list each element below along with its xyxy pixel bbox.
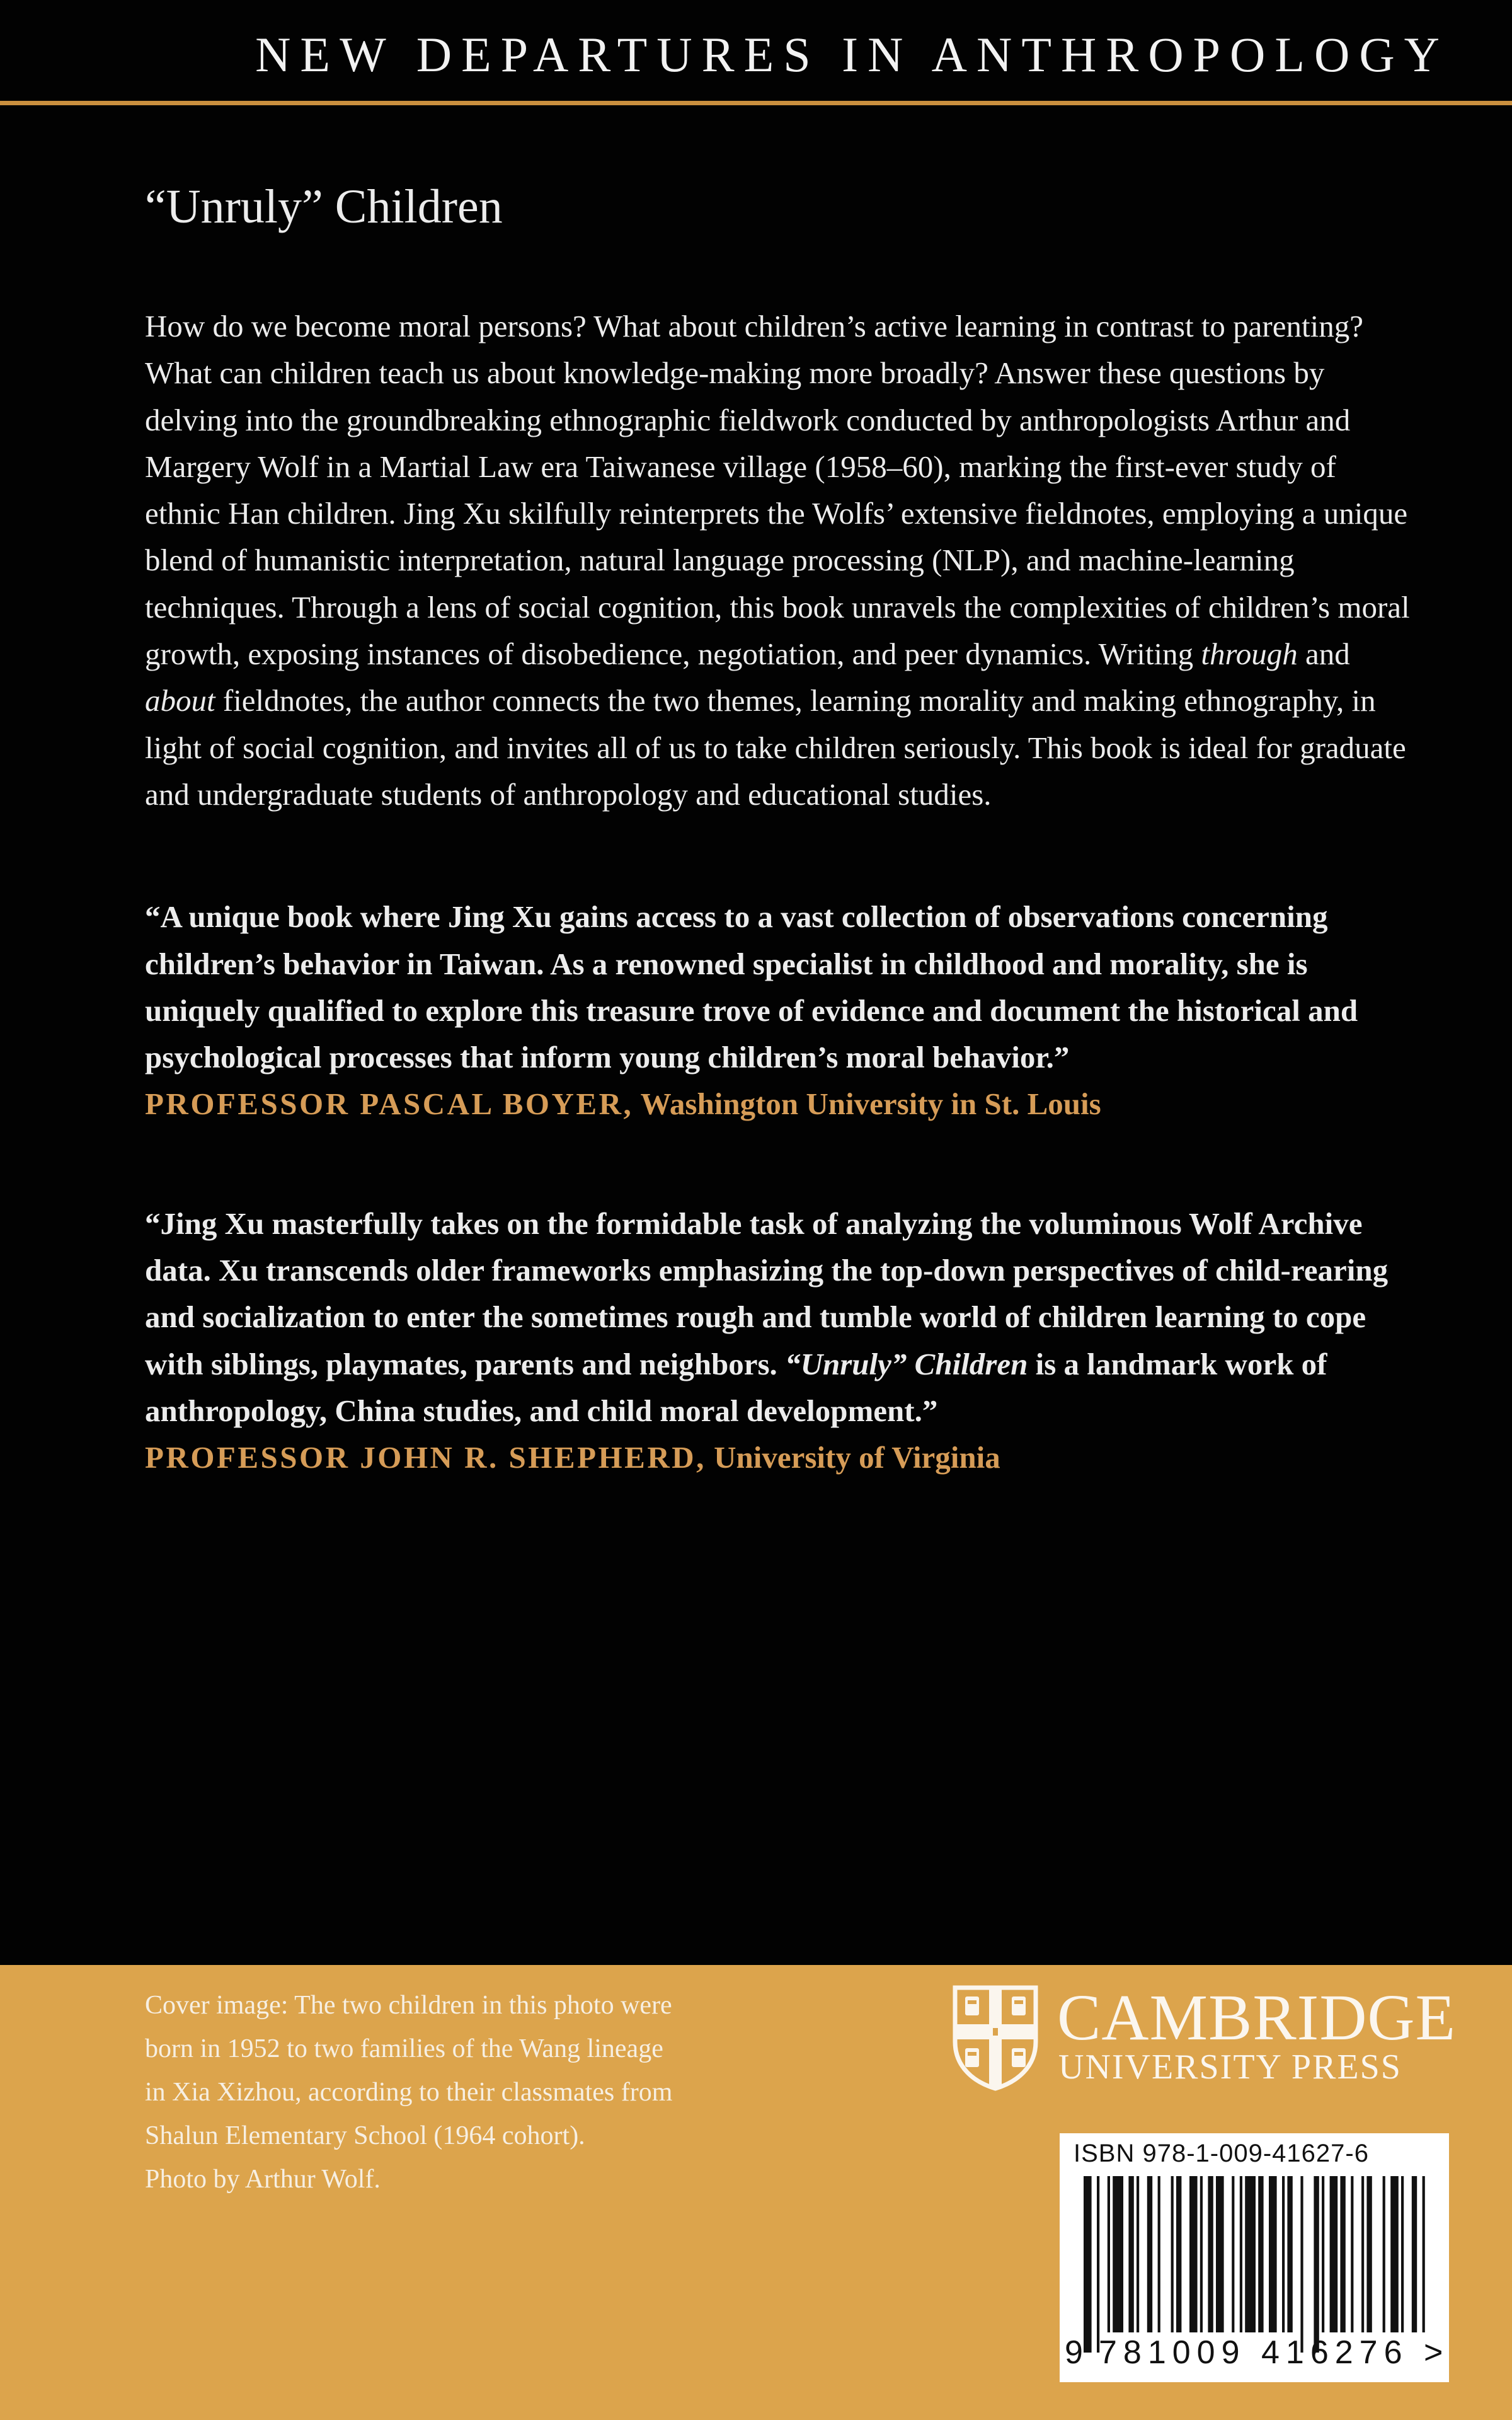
endorser-name: PROFESSOR JOHN R. SHEPHERD, [145, 1440, 706, 1475]
series-rule [0, 101, 1512, 105]
cover-image-credit [145, 1984, 838, 2201]
cover-note-line: Photo by Arthur Wolf. [145, 2165, 381, 2194]
quote-book-title: “Unruly” Children [785, 1346, 1028, 1381]
cover-note-line: Shalun Elementary School (1964 cohort). [145, 2121, 585, 2150]
endorser-name: PROFESSOR PASCAL BOYER, [145, 1086, 634, 1122]
series-title: NEW DEPARTURES IN ANTHROPOLOGY [255, 27, 1449, 82]
blurb [145, 303, 1418, 818]
endorsement-boyer [145, 894, 1418, 1127]
endorser-institution: Washington University in St. Louis [633, 1086, 1101, 1122]
cover-note-line: Cover image: The two children in this photo were [145, 1991, 672, 2020]
blurb-emphasis-through: through [1201, 637, 1298, 672]
endorsement-quote: “A unique book where Jing Xu gains access to a vast collection of observations concerning children’s behavior in Taiwan. As a renowned specialist in childhood and morality, she is uniquely qualified to explore this treasure trove of evidence and document the historical and psychological processes that inform young children’s moral behavior.” [145, 899, 1358, 1075]
cambridge-shield-icon [951, 1984, 1040, 2091]
quote-text-b: is a landmark work of anthropology, China studies, and child moral development.” [145, 1346, 1327, 1428]
quote-text-a: “Jing Xu masterfully takes on the formidable task of analyzing the voluminous Wolf Archive data. Xu transcends older frameworks emphasizing the top-down perspectives of child-rearing and socialization to enter the sometimes rough and tumble world of children learning to cope with siblings, playmates, parents and neighbors. [145, 1206, 1389, 1381]
endorsement-quote [145, 1201, 1418, 1434]
publisher-name: CAMBRIDGE [1057, 1981, 1457, 2054]
cover-note-line: born in 1952 to two families of the Wang lineage [145, 2034, 663, 2063]
endorser-institution: University of Virginia [706, 1440, 1000, 1475]
barcode-digits [1060, 2334, 1449, 2378]
blurb-emphasis-about: about [145, 683, 215, 718]
blurb-text-1: How do we become moral persons? What about children’s active learning in contrast to parenting? What can children teach us about knowledge-making more broadly? Answer these questions by delving into the groundbreaking ethnographic fieldwork conducted by anthropologists Arthur and Margery Wolf in a Martial Law era Taiwanese village (1958–60), marking the first-ever study of ethnic Han children. Jing Xu skilfully reinterprets the Wolfs’ extensive fieldnotes, employing a unique blend of humanistic interpretation, natural language processing (NLP), and machine-learning techniques. Through a lens of social cognition, this book unravels the complexities of children’s moral growth, exposing instances of disobedience, negotiation, and peer dynamics. Writing [145, 309, 1410, 672]
endorsement-attribution [145, 1081, 1418, 1127]
publisher-subtitle: UNIVERSITY PRESS [1058, 2048, 1402, 2087]
barcode-right-digits: 416276 [1261, 2334, 1409, 2371]
barcode-lead-digit: 9 [1065, 2334, 1083, 2371]
isbn-text: ISBN 978-1-009-41627-6 [1074, 2140, 1369, 2167]
barcode-bars-icon [1084, 2176, 1427, 2353]
endorsement-shepherd [145, 1201, 1418, 1482]
blurb-text-and: and [1297, 637, 1350, 672]
blurb-text-2: fieldnotes, the author connects the two themes, learning morality and making ethnography, in light of social cognition, and invites all of us to take children seriously. This book is ideal for graduate and undergraduate students of anthropology and educational studies. [145, 683, 1406, 812]
cover-note-line: in Xia Xizhou, according to their classmates from [145, 2078, 673, 2107]
book-title: “Unruly” Children [145, 180, 503, 233]
barcode [1060, 2133, 1449, 2382]
barcode-left-digits: 781009 [1099, 2334, 1246, 2371]
back-cover-text [145, 180, 1418, 1482]
endorsement-attribution [145, 1434, 1418, 1481]
barcode-arrow: > [1424, 2334, 1443, 2371]
